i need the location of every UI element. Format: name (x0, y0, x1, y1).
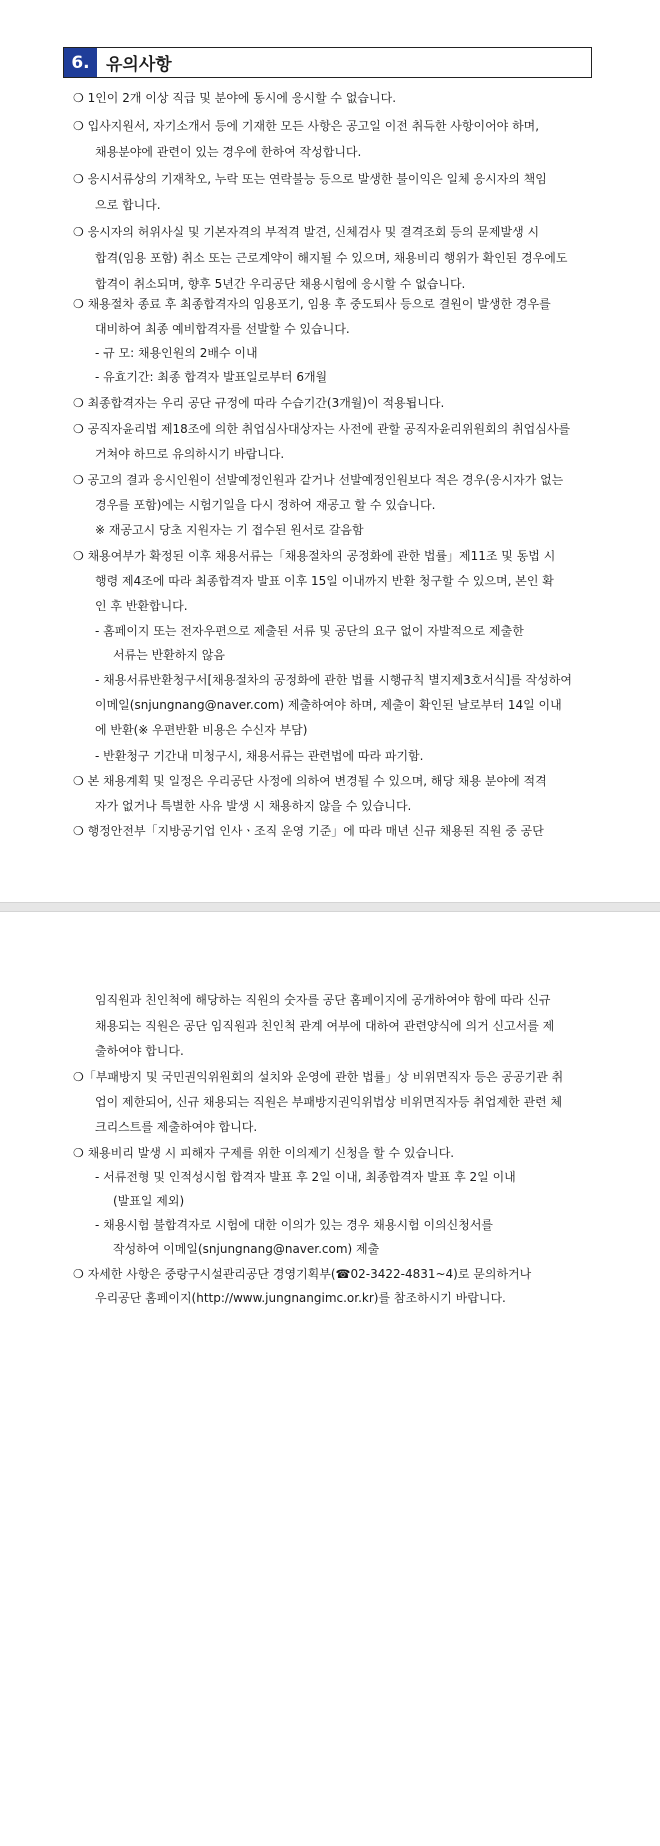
bullet-item: ❍ 행정안전부「지방공기업 인사ㆍ조직 운영 기준」에 따라 매년 신규 채용된 직원 중 공단 (73, 824, 544, 838)
bullet-item: ❍ 채용비리 발생 시 피해자 구제를 위한 이의제기 신청을 할 수 있습니다. (73, 1146, 455, 1160)
section-number: 6. (64, 48, 97, 77)
note-line: ※ 재공고시 당초 지원자는 기 접수된 원서로 갈음함 (95, 523, 364, 537)
text-line: 행령 제4조에 따라 최종합격자 발표 이후 15일 이내까지 반환 청구할 수 있으며, 본인 확 (95, 574, 554, 588)
bullet-item: ❍ 입사지원서, 자기소개서 등에 기재한 모든 사항은 공고일 이전 취득한 사항이어야 하며, (73, 119, 540, 133)
text-line: 임직원과 친인척에 해당하는 직원의 숫자를 공단 홈페이지에 공개하여야 함에 따라 신규 (95, 993, 551, 1007)
section-title: 유의사항 (106, 55, 172, 75)
document-page-2 (0, 912, 660, 1846)
text-line: 인 후 반환합니다. (95, 599, 188, 613)
dash-item: - 서류전형 및 인적성시험 합격자 발표 후 2일 이내, 최종합격자 발표 후 2일 이내 (95, 1170, 516, 1184)
bullet-item: ❍ 공직자윤리법 제18조에 의한 취업심사대상자는 사전에 관할 공직자윤리위원회의 취업심사를 (73, 422, 571, 436)
bullet-item: ❍ 응시서류상의 기재착오, 누락 또는 연락불능 등으로 발생한 불이익은 일체 응시자의 책임 (73, 172, 547, 186)
text-line: 대비하여 최종 예비합격자를 선발할 수 있습니다. (95, 322, 350, 336)
bullet-item: ❍「부패방지 및 국민권익위원회의 설치와 운영에 관한 법률」상 비위면직자 등은 공공기관 취 (73, 1070, 564, 1084)
text-line: 합격이 취소되며, 향후 5년간 우리공단 채용시험에 응시할 수 없습니다. (95, 277, 466, 291)
bullet-item: ❍ 본 채용계획 및 일정은 우리공단 사정에 의하여 변경될 수 있으며, 해당 채용 분야에 적격 (73, 774, 547, 788)
text-line: 업이 제한되어, 신규 채용되는 직원은 부패방지권익위법상 비위면직자등 취업제한 관련 체 (95, 1095, 563, 1109)
dash-item: - 규 모: 채용인원의 2배수 이내 (95, 346, 258, 360)
text-line: 합격(임용 포함) 취소 또는 근로계약이 해지될 수 있으며, 채용비리 행위가 확인된 경우에도 (95, 251, 568, 265)
dash-item: - 반환청구 기간내 미청구시, 채용서류는 관련법에 따라 파기함. (95, 749, 424, 763)
section-header (63, 47, 592, 78)
bullet-item: ❍ 응시자의 허위사실 및 기본자격의 부적격 발견, 신체검사 및 결격조회 등의 문제발생 시 (73, 225, 540, 239)
bullet-item: ❍ 채용절차 종료 후 최종합격자의 임용포기, 임용 후 중도퇴사 등으로 결원이 발생한 경우를 (73, 297, 551, 311)
text-line: 으로 합니다. (95, 198, 161, 212)
text-line: 서류는 반환하지 않음 (113, 648, 225, 662)
bullet-item: ❍ 1인이 2개 이상 직급 및 분야에 동시에 응시할 수 없습니다. (73, 91, 397, 105)
text-line: 작성하여 이메일(snjungnang@naver.com) 제출 (113, 1242, 380, 1256)
page-separator (0, 902, 660, 912)
text-line: 채용분야에 관련이 있는 경우에 한하여 작성합니다. (95, 145, 362, 159)
text-line: 에 반환(※ 우편반환 비용은 수신자 부담) (95, 723, 308, 737)
text-line: (발표일 제외) (113, 1194, 185, 1208)
text-line: 채용되는 직원은 공단 임직원과 친인척 관계 여부에 대하여 관련양식에 의거 신고서를 제 (95, 1019, 555, 1033)
dash-item: - 홈페이지 또는 전자우편으로 제출된 서류 및 공단의 요구 없이 자발적으로 제출한 (95, 624, 524, 638)
bullet-item: ❍ 채용여부가 확정된 이후 채용서류는「채용절차의 공정화에 관한 법률」제11조 및 동법 시 (73, 549, 556, 563)
bullet-item: ❍ 최종합격자는 우리 공단 규정에 따라 수습기간(3개월)이 적용됩니다. (73, 396, 445, 410)
bullet-item: ❍ 자세한 사항은 중랑구시설관리공단 경영기획부(☎02-3422-4831~4)로 문의하거나 (73, 1267, 532, 1281)
dash-item: - 채용시험 불합격자로 시험에 대한 이의가 있는 경우 채용시험 이의신청서를 (95, 1218, 494, 1232)
dash-item: - 유효기간: 최종 합격자 발표일로부터 6개월 (95, 370, 328, 384)
bullet-item: ❍ 공고의 결과 응시인원이 선발예정인원과 같거나 선발예정인원보다 적은 경우(응시자가 없는 (73, 473, 564, 487)
text-line: 자가 없거나 특별한 사유 발생 시 채용하지 않을 수 있습니다. (95, 799, 412, 813)
text-line: 거쳐야 하므로 유의하시기 바랍니다. (95, 447, 285, 461)
dash-item: - 채용서류반환청구서[채용절차의 공정화에 관한 법률 시행규칙 별지제3호서식]를 작성하여 (95, 673, 572, 687)
text-line: 우리공단 홈페이지(http://www.jungnangimc.or.kr)를 참조하시기 바랍니다. (95, 1291, 506, 1305)
text-line: 이메일(snjungnang@naver.com) 제출하여야 하며, 제출이 확인된 날로부터 14일 이내 (95, 698, 562, 712)
text-line: 출하여야 합니다. (95, 1044, 184, 1058)
document-page-1 (0, 0, 660, 902)
text-line: 크리스트를 제출하여야 합니다. (95, 1120, 258, 1134)
text-line: 경우를 포함)에는 시험기일을 다시 정하여 재공고 할 수 있습니다. (95, 498, 436, 512)
